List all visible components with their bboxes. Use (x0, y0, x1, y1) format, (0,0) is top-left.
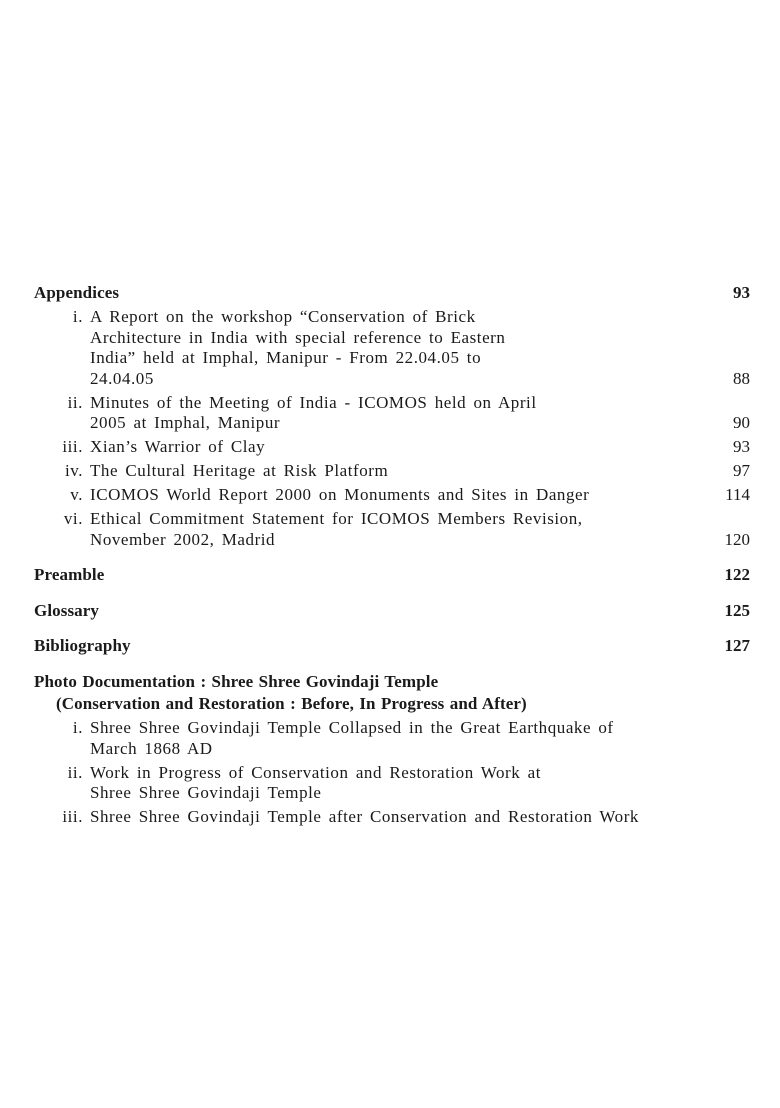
toc-subentry[interactable] (34, 461, 750, 482)
entry-text: Shree Shree Govindaji Temple after Conservation and Restoration Work (90, 807, 639, 826)
toc-entry-appendices[interactable] (34, 283, 750, 304)
page-number: 93 (733, 283, 750, 302)
entry-text: Minutes of the Meeting of India - ICOMOS held on April 2005 at Imphal, Manipur (90, 392, 537, 432)
entry-text: Ethical Commitment Statement for ICOMOS Members Revision, November 2002, Madrid (90, 509, 583, 549)
entry-text: A Report on the workshop “Conservation of Brick Architecture in India with special reference to Eastern India” held at Imphal, Manipur - From 22.04.05 to 24.04.05 (90, 307, 506, 388)
page-number: 93 (733, 437, 750, 456)
page-number: 122 (724, 565, 750, 584)
toc-entry-photo-documentation[interactable] (34, 671, 750, 715)
toc-subentry[interactable] (34, 485, 750, 506)
entry-text: Xian’s Warrior of Clay (90, 437, 266, 456)
toc-subentry[interactable] (34, 509, 750, 550)
entry-numeral: iii. (62, 437, 83, 456)
entry-numeral: v. (70, 485, 83, 504)
entry-numeral: iii. (62, 807, 83, 826)
entry-numeral: i. (72, 307, 83, 326)
page-number: 97 (733, 461, 750, 480)
toc-subentry[interactable] (34, 393, 750, 434)
toc-entry-glossary[interactable] (34, 601, 750, 622)
entry-text: Work in Progress of Conservation and Restoration Work at Shree Shree Govindaji Temple (90, 762, 541, 802)
entry-title: Preamble (34, 565, 105, 584)
entry-title: Appendices (34, 283, 120, 302)
entry-numeral: vi. (63, 509, 83, 528)
toc-subentry[interactable] (34, 437, 750, 458)
table-of-contents (34, 283, 750, 828)
toc-subentry[interactable] (34, 307, 750, 389)
page-number: 127 (724, 636, 750, 655)
entry-numeral: iv. (64, 461, 83, 480)
entry-title: Bibliography (34, 636, 131, 655)
page-number: 88 (733, 368, 750, 388)
page-number: 90 (733, 413, 750, 432)
entry-numeral: ii. (67, 392, 83, 412)
page-number: 114 (725, 485, 750, 504)
entry-text: ICOMOS World Report 2000 on Monuments and Sites in Danger (90, 485, 590, 504)
toc-entry-preamble[interactable] (34, 565, 750, 586)
entry-title: Photo Documentation : Shree Shree Govindaji Temple (34, 671, 439, 691)
entry-numeral: i. (72, 718, 83, 737)
toc-subentry[interactable] (34, 807, 750, 828)
entry-title: Glossary (34, 600, 100, 620)
toc-subentry[interactable] (34, 718, 750, 759)
entry-subtitle: (Conservation and Restoration : Before, In Progress and After) (56, 693, 527, 713)
toc-subentry[interactable] (34, 763, 750, 804)
entry-text: Shree Shree Govindaji Temple Collapsed in the Great Earthquake of March 1868 AD (90, 718, 614, 758)
entry-numeral: ii. (67, 762, 83, 782)
page-number: 125 (724, 600, 750, 620)
entry-text: The Cultural Heritage at Risk Platform (90, 461, 389, 480)
page-number: 120 (724, 529, 750, 549)
toc-entry-bibliography[interactable] (34, 636, 750, 657)
